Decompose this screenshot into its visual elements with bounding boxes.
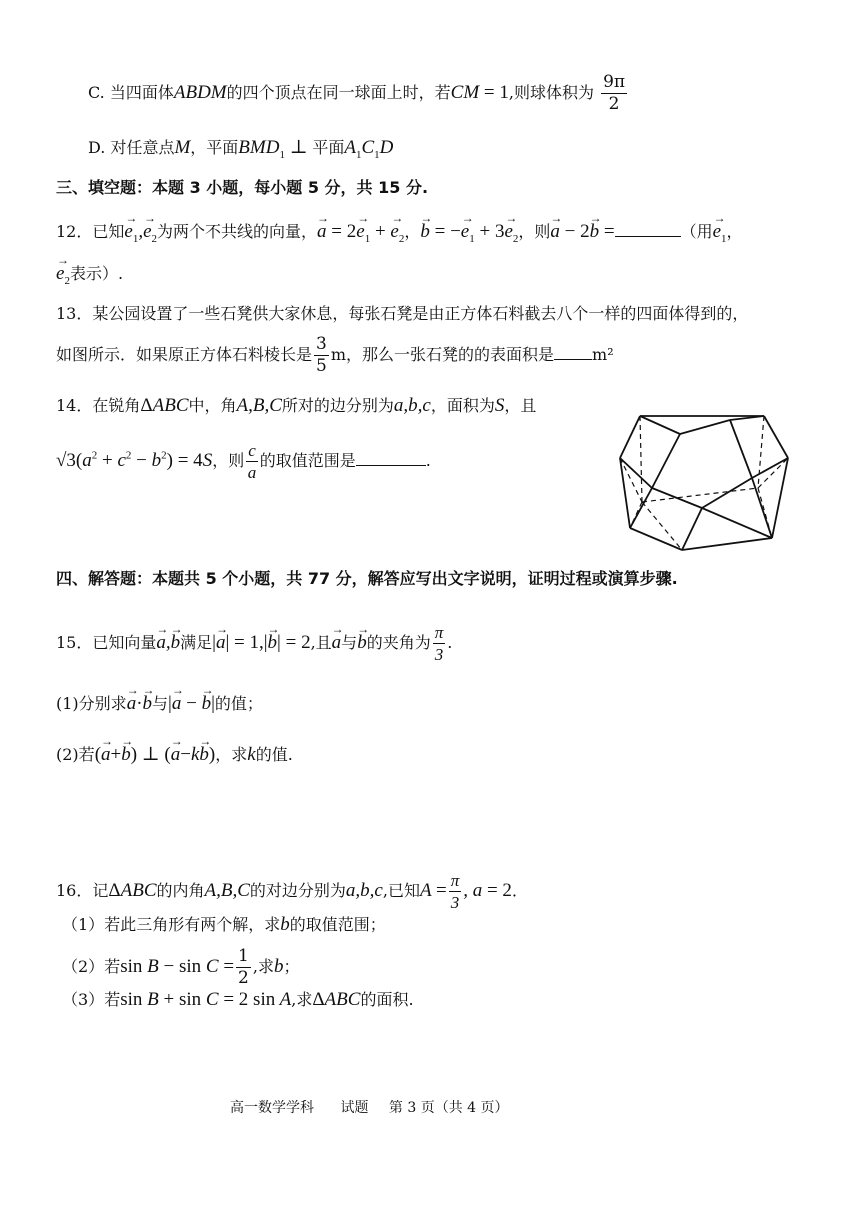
angle-a-fraction: $\frac{\pi}{3}$ <box>450 871 460 912</box>
question-12-cont: → $e_2$表示）. <box>56 264 123 287</box>
question-16: 16．记ΔABC的内角A,B,C的对边分别为a,b,c,已知A = $\frac{\pi}{3}$ , a = 2． <box>56 871 528 912</box>
question-16-part-1: （1）若此三角形有两个解，求b的取值范围； <box>62 914 386 935</box>
question-16-part-3: （3）若sin B + sin C = 2 sin A,求ΔABC的面积. <box>62 989 414 1010</box>
answer-blank-13[interactable] <box>554 345 592 360</box>
footer-paper: 试题 <box>340 1100 369 1116</box>
option-c-label: C. <box>88 83 105 102</box>
section-3-heading: 三、填空题：本题 3 小题，每小题 5 分，共 15 分. <box>56 178 429 197</box>
condition-equation: $√3(a^2 + c^2 - b^2) = 4S$ <box>56 449 213 471</box>
page-footer <box>230 1101 509 1115</box>
question-12: 12．已知→ $e_1,\to e_2$为两个不共线的向量，→ $a = 2\to e_1$ + → $e_2$，→ b = −→ $e_1 + 3\to e_2$，则→ a − 2→ b = （用→ $e_1$， <box>56 222 743 245</box>
question-14: 14．在锐角ΔABC中，角A,B,C所对的边分别为a,b,c，面积为S，且 <box>56 395 537 416</box>
footer-page-number: 第 3 页（共 4 页） <box>388 1100 509 1116</box>
edge-length-fraction: $\frac{3}{5}$ <box>316 334 327 376</box>
option-d-label: D. <box>88 138 106 157</box>
tetrahedron-abdm: ABDM <box>173 82 227 103</box>
question-16-part-2: （2）若sin B − sin C = $\frac{1}{2}$ ,求b； <box>62 946 300 988</box>
c-over-a-fraction: $\frac{c}{a}$ <box>247 441 257 482</box>
answer-blank-14[interactable] <box>356 451 426 466</box>
stone-stool-figure <box>612 398 796 558</box>
cm-equals-1: CM = 1 <box>450 82 509 103</box>
section-4-heading: 四、解答题：本题共 5 个小题，共 77 分，解答应写出文字说明，证明过程或演算步骤. <box>56 569 678 588</box>
option-c: C. 当四面体ABDM的四个顶点在同一球面上时，若CM = 1,则球体积为 $\frac{9\pi}{2}$ <box>88 72 626 114</box>
question-15: 15．已知向量→ a,→ b满足|→ a| = 1,|→ b| = 2,且→ a与→ b的夹角为 $\frac{\pi}{3}$ . <box>56 624 452 663</box>
angle-fraction: $\frac{\pi}{3}$ <box>434 623 444 664</box>
answer-blank-12[interactable] <box>615 222 681 237</box>
question-15-part-2: (2)若(→ a+→ b) ⊥ (→ a−k→ b)，求k的值. <box>56 745 293 764</box>
question-13-cont: 如图所示．如果原正方体石料棱长是 $\frac{3}{5}$ m，那么一张石凳的的表面积是 m² <box>56 334 614 376</box>
question-13: 13．某公园设置了一些石凳供大家休息，每张石凳是由正方体石料截去八个一样的四面体得到的， <box>56 304 749 323</box>
question-15-part-1: (1)分别求→ a·→ b与|→ a − → b|的值； <box>56 694 263 713</box>
half-fraction: $\frac{1}{2}$ <box>238 946 249 988</box>
question-14-cont: $√3(a^2 + c^2 - b^2) = 4S$，则 $\frac{c}{a}$ 的取值范围是 . <box>56 441 431 482</box>
option-d: D. 对任意点M，平面$BMD_1$ ⊥ 平面$A_1C_1D$ <box>88 137 394 161</box>
sphere-volume-fraction: $\frac{9\pi}{2}$ <box>603 72 626 114</box>
footer-subject: 高一数学学科 <box>230 1100 314 1116</box>
